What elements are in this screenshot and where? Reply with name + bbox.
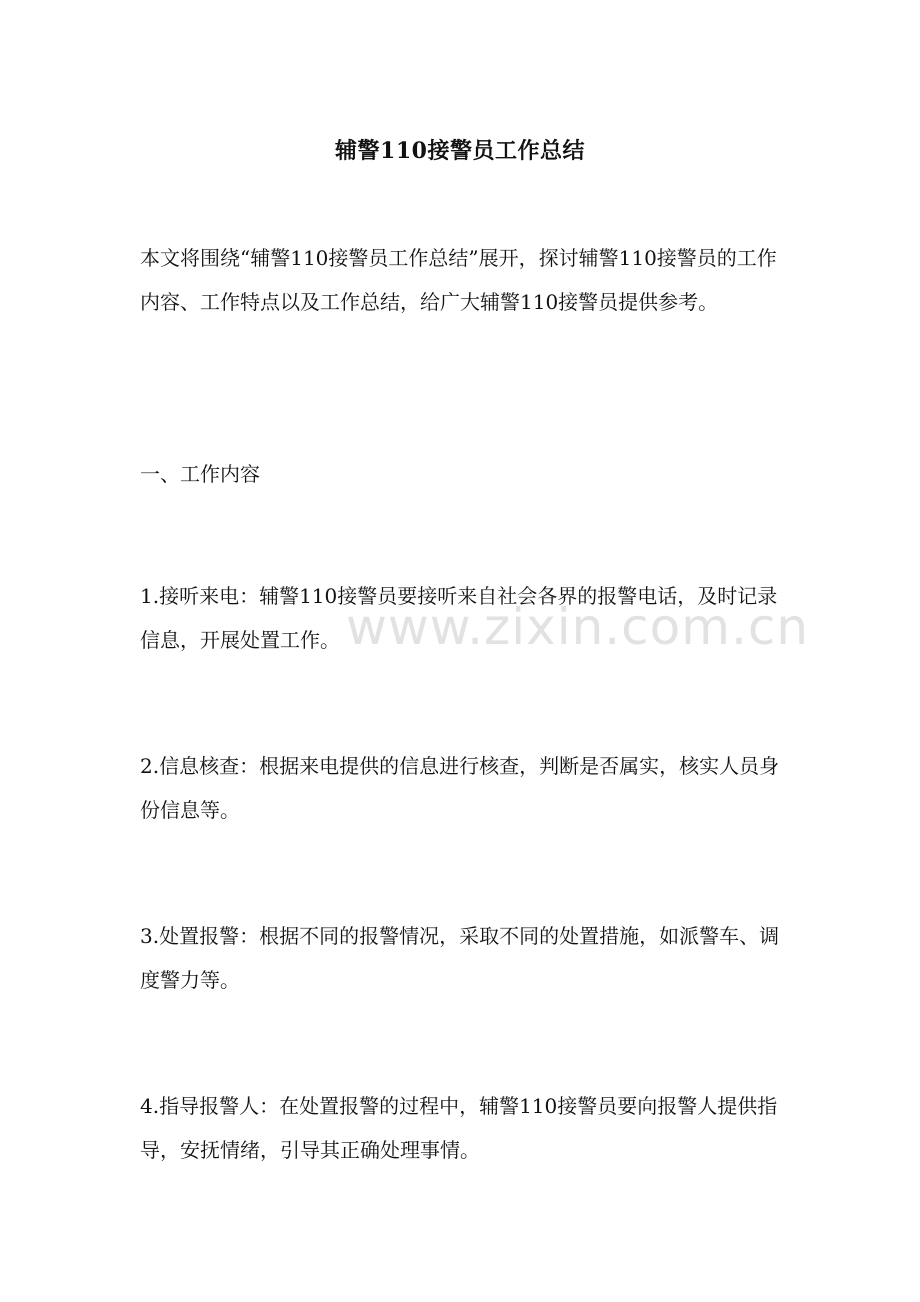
document-title: 辅警110接警员工作总结 [335, 137, 585, 164]
list-item: 2.信息核查：根据来电提供的信息进行核查，判断是否属实，核实人员身份信息等。 [140, 754, 780, 822]
section-heading: 一、工作内容 [140, 462, 260, 486]
watermark: www.zixin.com.cn [346, 598, 810, 656]
list-item: 1.接听来电：辅警110接警员要接听来自社会各界的报警电话，及时记录信息，开展处置工作。 [140, 584, 778, 652]
intro-paragraph: 本文将围绕“辅警110接警员工作总结”展开，探讨辅警110接警员的工作内容、工作特点以及工作总结，给广大辅警110接警员提供参考。 [140, 246, 777, 314]
list-item: 3.处置报警：根据不同的报警情况，采取不同的处置措施，如派警车、调度警力等。 [140, 924, 780, 992]
list-item: 4.指导报警人：在处置报警的过程中，辅警110接警员要向报警人提供指导，安抚情绪，引导其正确处理事情。 [140, 1094, 778, 1162]
